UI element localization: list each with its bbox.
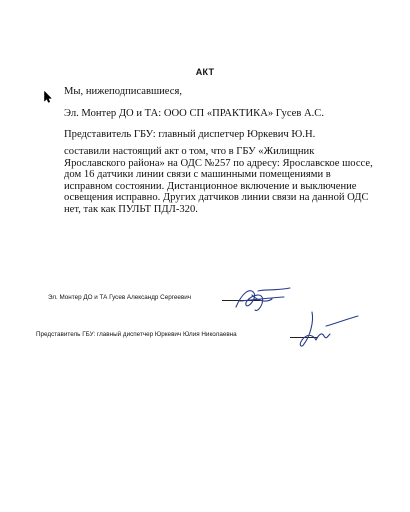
body-line: исправном состоянии. Дистанционное включение и выключение xyxy=(64,180,357,192)
body-line: освещения исправно. Другиx датчиков линии связи на данной ОДС xyxy=(64,192,369,204)
body-line: дом 16 датчики линии связи с машинными помещениями в xyxy=(64,169,331,181)
mouse-pointer-icon xyxy=(44,90,52,108)
handwritten-signature-1 xyxy=(228,283,298,317)
body-line: составили настоящий акт о том, что в ГБУ «Жилищник xyxy=(64,146,315,157)
greeting-line: Мы, нижеподписавшиеся, xyxy=(64,86,182,97)
document-title: АКТ xyxy=(195,67,215,77)
act-body xyxy=(64,146,373,216)
body-line: нет, так как ПУЛЬТ ПДЛ-320. xyxy=(64,203,198,215)
party-1-line: Эл. Монтер ДО и ТА: ООО СП «ПРАКТИКА» Гусев А.С. xyxy=(64,108,325,119)
signature-label-1: Эл. Монтер ДО и ТА Гусев Александр Сергеевич xyxy=(48,294,192,301)
body-line: Ярославского района» на ОДС №257 по адресу: Ярославское шоссе, xyxy=(64,157,373,169)
signature-label-2: Представитель ГБУ: главный диспетчер Юркевич Юлия Николаевна xyxy=(36,331,237,338)
handwritten-signature-2 xyxy=(292,306,362,352)
party-2-line: Представитель ГБУ: главный диспетчер Юркевич Ю.Н. xyxy=(64,129,316,140)
